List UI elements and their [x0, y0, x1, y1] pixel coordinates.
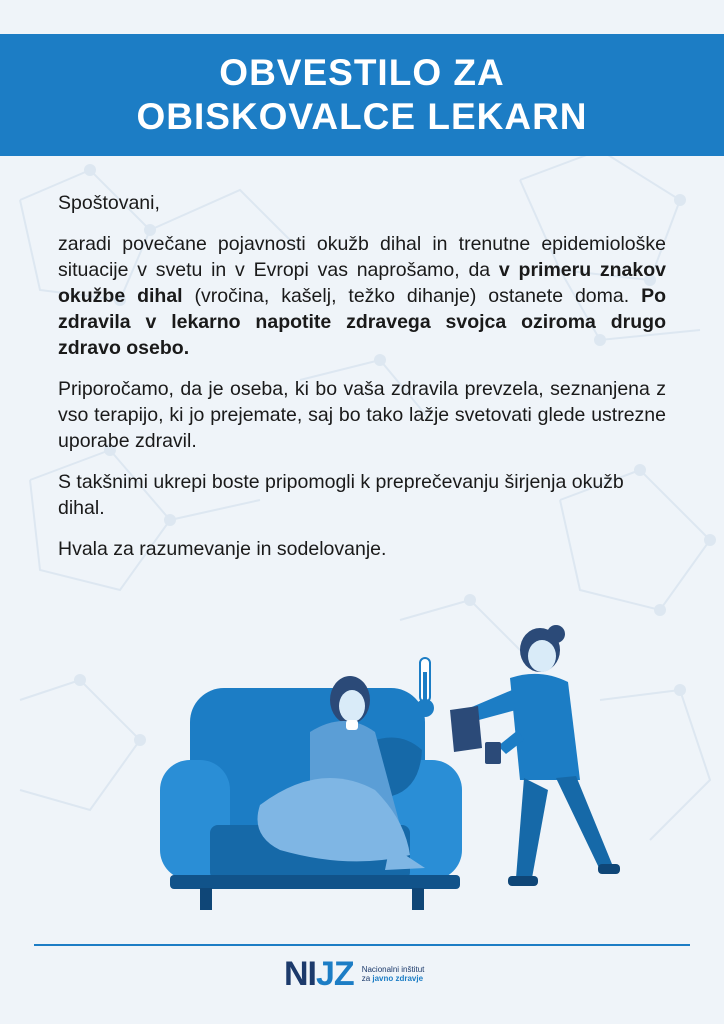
paragraph-request — [58, 231, 666, 361]
paragraph-thanks: Hvala za razumevanje in sodelovanje. — [58, 538, 387, 560]
logo-mark-ni: NI — [284, 954, 316, 993]
logo-mark — [284, 955, 354, 994]
paragraph-request-bold-b: v primeru znakov okužbe dihal — [58, 259, 667, 307]
caregiver-icon — [450, 625, 620, 886]
title-banner — [0, 34, 724, 156]
paragraph-recommendation: Priporočamo, da je oseba, ki bo vaša zdravila prevzela, seznanjena z vso terapijo, ki jo prejemate, saj bo tako lažje svetovati glede ustrezne uporabe zdravil. — [58, 378, 666, 452]
logo-text-line-1: Nacionalni inštitut — [361, 965, 425, 974]
notice-body — [58, 190, 666, 577]
paragraph-request-text-c: (vročina, kašelj, težko dihanje) ostanete doma. — [182, 285, 642, 307]
logo-text-line-2 — [362, 974, 425, 983]
logo-institute-name — [362, 965, 425, 983]
greeting: Spoštovani, — [58, 192, 160, 214]
logo-text-line-2-accent: javno zdravje — [372, 974, 424, 983]
paragraph-request-text-a: zaradi povečane pojavnosti okužb dihal in trenutne epidemiološke situacije v svetu in v Evropi vas naprošamo, da — [58, 233, 666, 281]
thermometer-icon — [416, 658, 434, 717]
title-line-2: OBISKOVALCE LEKARN — [136, 96, 588, 137]
nijz-logo — [284, 952, 424, 996]
sick-person-on-sofa-illustration — [160, 620, 620, 920]
logo-mark-jz: JZ — [316, 954, 354, 993]
paragraph-prevention: S takšnimi ukrepi boste pripomogli k preprečevanju širjenja okužb dihal. — [58, 471, 624, 519]
footer-divider — [34, 944, 690, 946]
paragraph-request-bold-d: Po zdravila v lekarno napotite zdravega svojca oziroma drugo zdravo osebo. — [58, 285, 666, 359]
title-line-1: OBVESTILO ZA — [219, 52, 505, 93]
logo-text-line-2-prefix: za — [361, 974, 373, 983]
